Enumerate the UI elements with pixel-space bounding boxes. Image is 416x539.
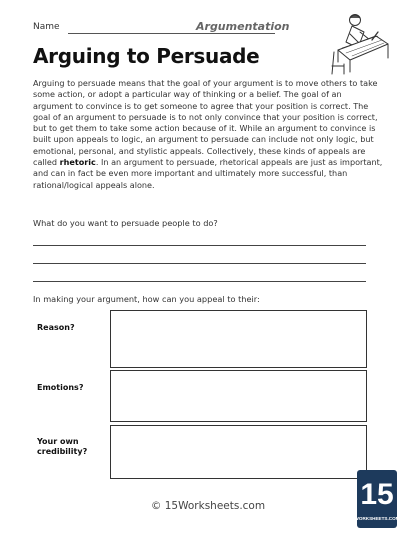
name-line[interactable] bbox=[68, 33, 275, 34]
emotions-label: Emotions? bbox=[37, 383, 84, 392]
topic-label: Argumentation bbox=[196, 20, 290, 33]
footer-copyright: © 15Worksheets.com bbox=[150, 500, 266, 512]
paragraph-bold-term: rhetoric bbox=[59, 157, 96, 168]
student-writing-illustration bbox=[330, 10, 392, 76]
paragraph-text-2: . In an argument to persuade, rhetorical appeals are just as important, and can in fact be even more important and ultimately more successful, than rational/logical appeals alone. bbox=[33, 157, 383, 190]
name-label: Name bbox=[33, 22, 60, 32]
intro-paragraph bbox=[33, 78, 383, 191]
answer-line-3[interactable] bbox=[33, 281, 366, 282]
reason-label: Reason? bbox=[37, 323, 75, 332]
answer-line-1[interactable] bbox=[33, 245, 366, 246]
credibility-label-line1: Your own bbox=[37, 437, 79, 446]
logo-number: 15 bbox=[360, 478, 394, 511]
reason-answer-box[interactable] bbox=[110, 310, 367, 368]
credibility-label-line2: credibility? bbox=[37, 447, 88, 456]
logo-word: WORKSHEETS.COM bbox=[354, 516, 400, 521]
answer-line-2[interactable] bbox=[33, 263, 366, 264]
page-title: Arguing to Persuade bbox=[33, 44, 260, 68]
credibility-answer-box[interactable] bbox=[110, 425, 367, 479]
emotions-answer-box[interactable] bbox=[110, 370, 367, 422]
question-persuade: What do you want to persuade people to do? bbox=[33, 218, 218, 228]
credibility-label bbox=[37, 437, 92, 457]
15worksheets-logo bbox=[354, 470, 400, 528]
question-appeals: In making your argument, how can you appeal to their: bbox=[33, 294, 260, 304]
paragraph-text-1: Arguing to persuade means that the goal of your argument is to move others to take some action, or adopt a particular way of thinking or a belief. The goal of an argument to convince is to get someone to agree that your position is correct. The goal of an argument to persuade is to not only convince that your position is correct, but to get them to take some action because of it. While an argument to convince is built upon appeals to logic, an argument to persuade can include not only logic, but emotional, personal, and stylistic appeals. Collectively, these kinds of appeals are called bbox=[33, 78, 378, 168]
